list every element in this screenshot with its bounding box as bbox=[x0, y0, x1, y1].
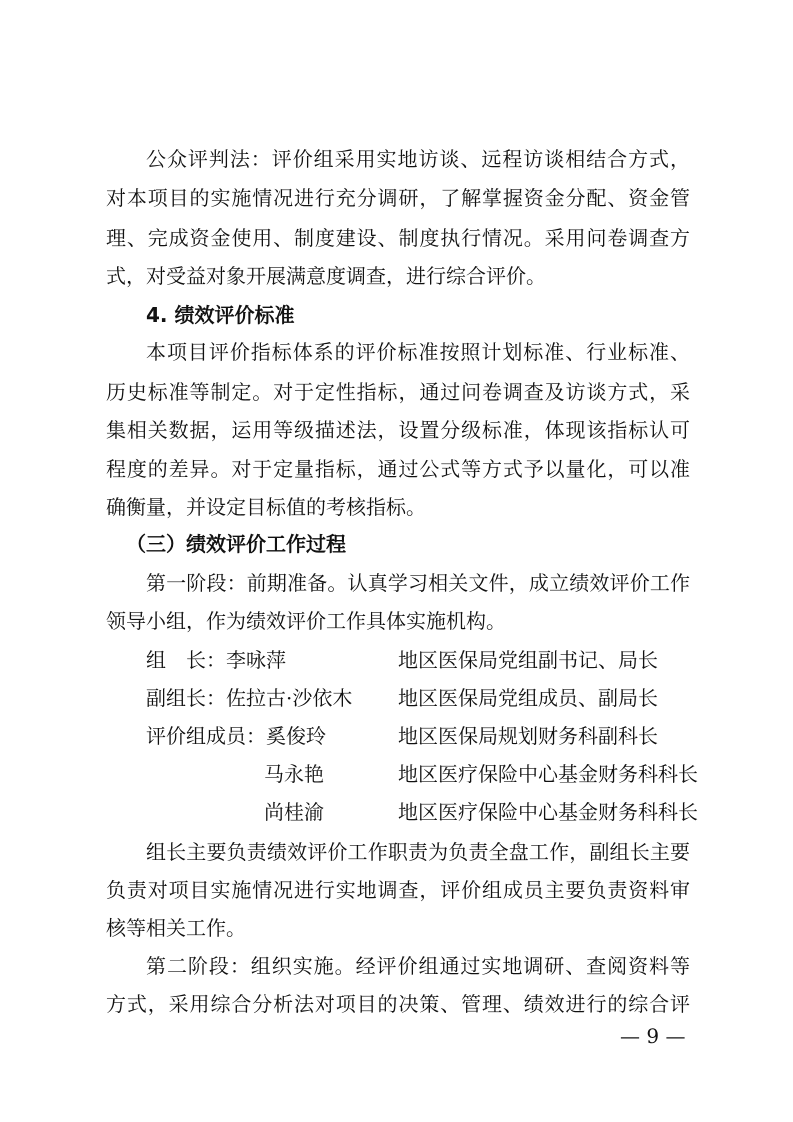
paragraph-line: 对本项目的实施情况进行充分调研，了解掌握资金分配、资金管 bbox=[106, 186, 690, 210]
paragraph-line: 核等相关工作。 bbox=[106, 916, 246, 940]
paragraph-line: 程度的差异。对于定量指标，通过公式等方式予以量化，可以准 bbox=[106, 457, 690, 481]
member-position: 地区医疗保险中心基金财务科科长 bbox=[398, 800, 698, 824]
member-role: 副组长：佐拉古·沙依木 bbox=[146, 686, 353, 710]
paragraph-line: 负责对项目实施情况进行实地调查，评价组成员主要负责资料审 bbox=[106, 878, 690, 902]
paragraph-line: 组长主要负责绩效评价工作职责为负责全盘工作，副组长主要 bbox=[146, 840, 690, 864]
page-number: — 9 — bbox=[620, 1024, 686, 1048]
member-position: 地区医疗保险中心基金财务科科长 bbox=[398, 762, 698, 786]
paragraph-line: 确衡量，并设定目标值的考核指标。 bbox=[106, 495, 426, 519]
section-heading: 4. 绩效评价标准 bbox=[146, 303, 295, 327]
paragraph-line: 式，对受益对象开展满意度调查，进行综合评价。 bbox=[106, 264, 546, 288]
paragraph-line: 理、完成资金使用、制度建设、制度执行情况。采用问卷调查方 bbox=[106, 226, 690, 250]
paragraph-line: 第二阶段：组织实施。经评价组通过实地调研、查阅资料等 bbox=[146, 954, 690, 978]
paragraph-line: 集相关数据，运用等级描述法，设置分级标准，体现该指标认可 bbox=[106, 418, 690, 442]
section-heading: （三）绩效评价工作过程 bbox=[126, 532, 346, 556]
member-role: 马永艳 bbox=[264, 762, 324, 786]
paragraph-line: 第一阶段：前期准备。认真学习相关文件，成立绩效评价工作 bbox=[146, 571, 690, 595]
member-role: 评价组成员：奚俊玲 bbox=[146, 724, 326, 748]
paragraph-line: 方式，采用综合分析法对项目的决策、管理、绩效进行的综合评 bbox=[106, 992, 690, 1016]
paragraph-line: 历史标准等制定。对于定性指标，通过问卷调查及访谈方式，采 bbox=[106, 380, 690, 404]
paragraph-line: 本项目评价指标体系的评价标准按照计划标准、行业标准、 bbox=[146, 340, 690, 364]
member-role: 尚桂渝 bbox=[264, 800, 324, 824]
member-position: 地区医保局党组成员、副局长 bbox=[398, 686, 658, 710]
member-role: 组 长：李咏萍 bbox=[146, 648, 286, 672]
member-position: 地区医保局规划财务科副科长 bbox=[398, 724, 658, 748]
paragraph-line: 公众评判法：评价组采用实地访谈、远程访谈相结合方式， bbox=[146, 147, 690, 171]
member-position: 地区医保局党组副书记、局长 bbox=[398, 648, 658, 672]
paragraph-line: 领导小组，作为绩效评价工作具体实施机构。 bbox=[106, 609, 506, 633]
